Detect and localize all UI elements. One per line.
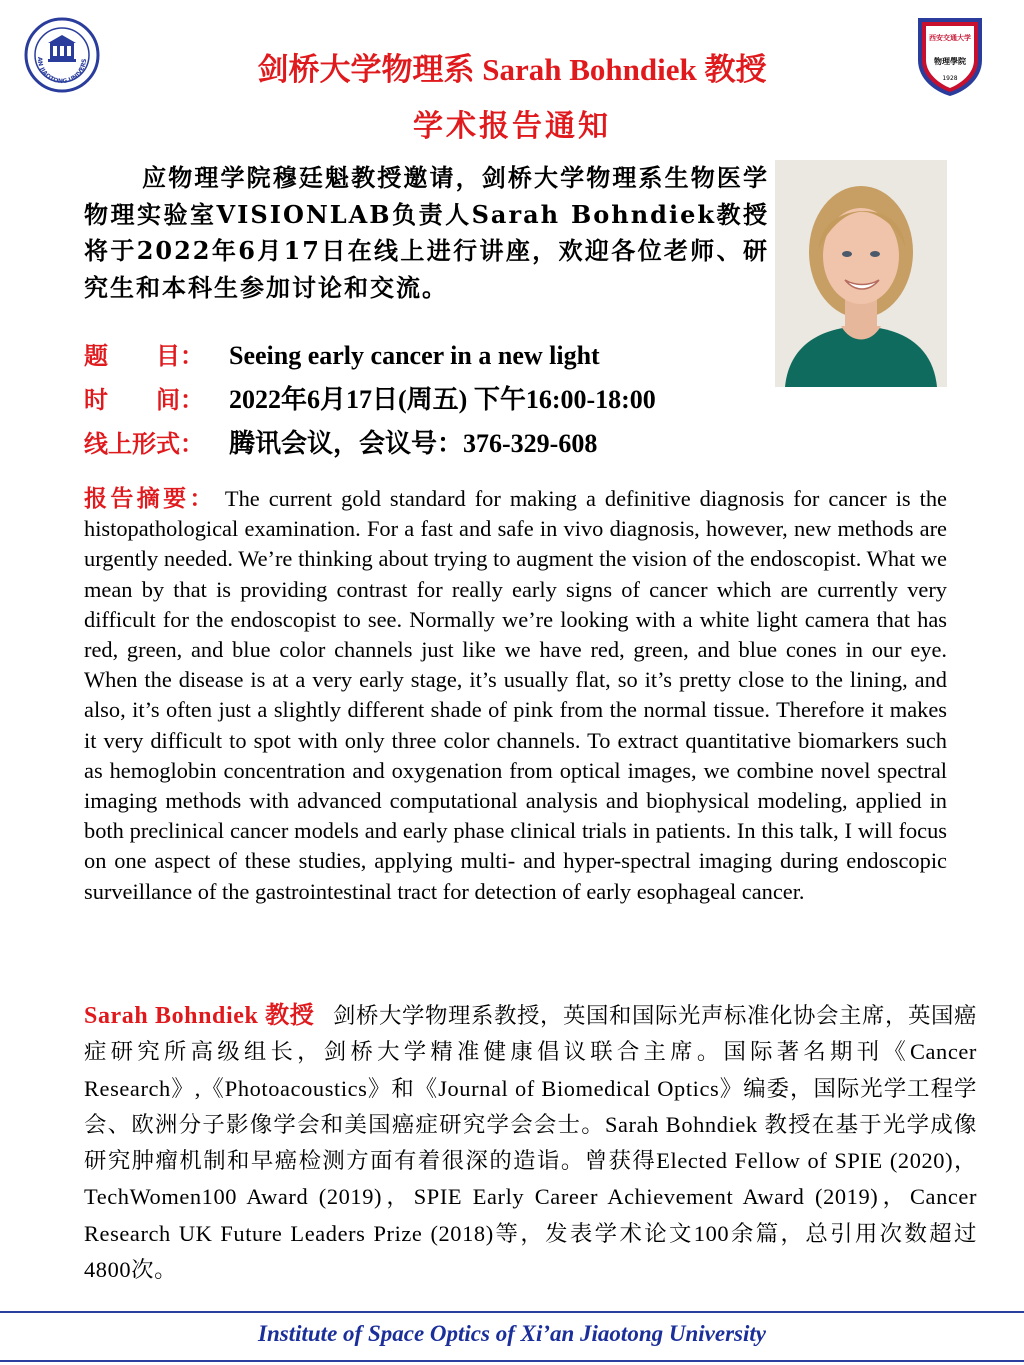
online-value: 腾讯会议，会议号：376-329-608: [229, 429, 598, 458]
topic-value: Seeing early cancer in a new light: [229, 341, 600, 370]
bio-paragraph: [84, 998, 977, 1288]
page-title: 剑桥大学物理系 Sarah Bohndiek 教授: [257, 52, 767, 87]
footer-divider-bottom: [0, 1360, 1024, 1362]
bio-name: Sarah Bohndiek 教授: [84, 1003, 315, 1029]
speaker-photo: [775, 160, 947, 387]
page-subtitle: 学术报告通知: [413, 109, 611, 144]
abstract-text: The current gold standard for making a definitive diagnosis for cancer is the histopathological examination. For a fast and safe in vivo diagnosis, however, new methods are urgently needed. We’re thinking about trying to augment the vision of the endoscopist. What we mean by that is providing contrast for really early signs of cancer which are currently very difficult for the endoscopist to see. Normally we’re looking with a white light camera that has red, green, and blue color channels just like we have red, green, and blue cones in our eye. When the disease is at a very early stage, it’s usually flat, so it’s pretty close to the lining, and also, it’s often just a slightly different shade of pink from the normal tissue. Therefore it makes it very difficult to spot with only three color channels. To extract quantitative biomarkers such as hemoglobin concentration and oxygenation from optical images, we combine novel spectral imaging methods with advanced computational analysis and biophysical modeling, applied in both preclinical cancer models and early phase clinical trials in patients. In this talk, I will focus on one aspect of these studies, applying multi- and hyper-spectral imaging during endoscopic surveillance of the gastrointestinal tract for detection of early esophageal cancer.: [84, 486, 947, 904]
time-row: [84, 385, 656, 415]
abstract-paragraph: [84, 484, 947, 907]
time-label: 时 间：: [84, 385, 204, 414]
topic-label: 题 目：: [84, 341, 204, 370]
online-row: [84, 429, 597, 459]
abstract-label: 报告摘要：: [84, 485, 216, 512]
intro-text: 应物理学院穆廷魁教授邀请，剑桥大学物理系生物医学物理实验室VISIONLAB负责人Sarah Bohndiek教授将于2022年6月17日在线上进行讲座，欢迎各位老师、研究生和本科生参加讨论和交流。: [84, 163, 769, 302]
time-value: 2022年6月17日(周五) 下午16:00-18:00: [229, 385, 656, 414]
online-label: 线上形式：: [84, 429, 204, 458]
topic-row: [84, 341, 600, 371]
svg-text:西安交通大学: 西安交通大学: [929, 33, 971, 42]
footer-institution: Institute of Space Optics of Xi’an Jiaotong University: [258, 1321, 766, 1346]
svg-text:物理學院: 物理學院: [934, 56, 966, 66]
svg-text:XI'AN JIAOTONG UNIVERSITY: AN JIAOTONG UNIVERS: [35, 56, 89, 86]
bio-text: 剑桥大学物理系教授，英国和国际光声标准化协会主席，英国癌症研究所高级组长，剑桥大学精准健康倡议联合主席。国际著名期刊《Cancer Research》,《Photoacoustics》和《Journal of Biomedical Optics》编委，国际光学工程学会、欧洲分子影像学会和美国癌症研究学会会士。Sarah Bohndiek 教授在基于光学成像研究肿瘤机制和早癌检测方面有着很深的造诣。曾获得Elected Fellow of SPIE (2020)，TechWomen100 Award (2019)，SPIE Early Career Achievement Award (2019)，Cancer Research UK Future Leaders Prize (2018)等，发表学术论文100余篇，总引用次数超过4800次。: [84, 1003, 977, 1283]
footer-divider-top: [0, 1311, 1024, 1313]
intro-paragraph: [84, 160, 769, 306]
svg-text:1928: 1928: [942, 75, 958, 82]
